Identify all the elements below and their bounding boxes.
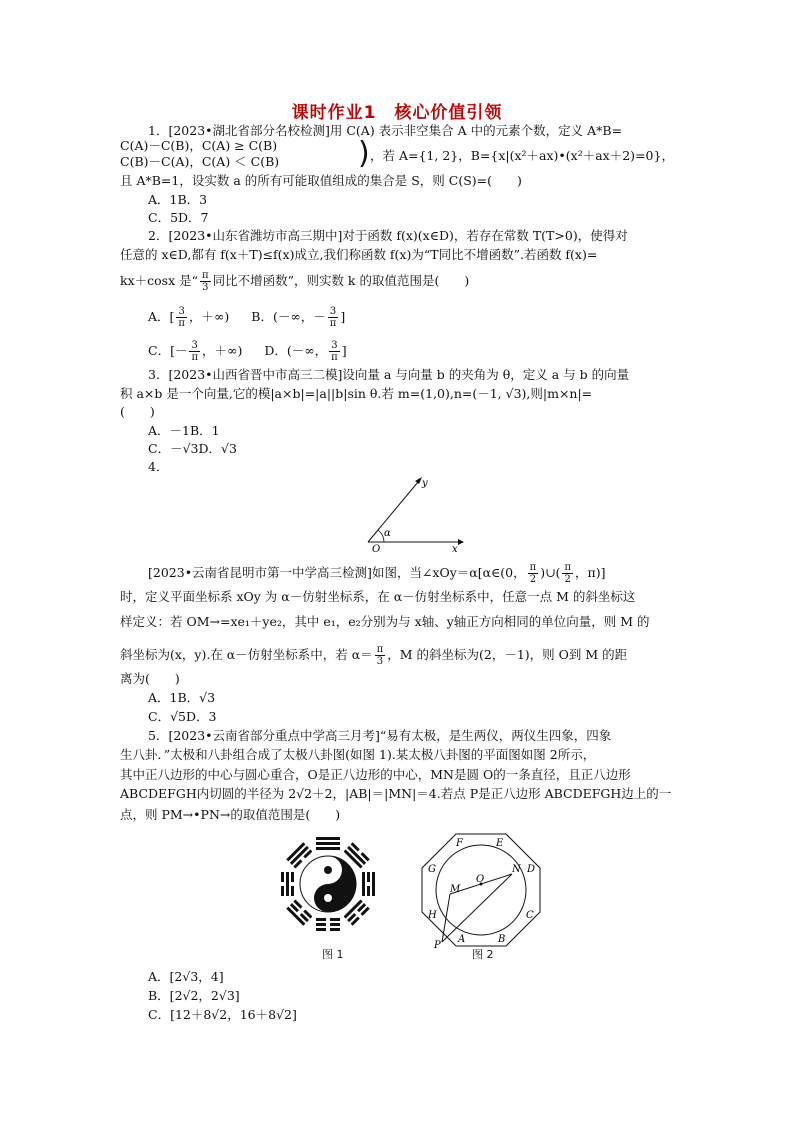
q3-options-cd: C．－√3D．√3 [148, 441, 237, 456]
q2-line3: kx＋cosx 是“ $\frac{\pi}{3}$ 同比不增函数”，则实数 k 的取值范围是( ) [120, 270, 470, 293]
q1-options-cd: C．5D．7 [148, 210, 209, 225]
q5-line2: 生八卦．”太极和八卦组合成了太极八卦图(如图 1).某太极八卦图的平面图如图 2所示， [120, 747, 596, 762]
q3-line3: ( ) [120, 404, 155, 419]
q1-case-1: C(A)－C(B)，C(A) ≥ C(B) [120, 138, 278, 153]
figure-2-caption: 图 2 [472, 948, 494, 961]
q1-line3: 且 A*B=1，设实数 a 的所有可能取值组成的集合是 S，则 C(S)=( ) [120, 173, 522, 188]
q2-line1: 2．[2023•山东省潍坊市高三期中]对于函数 f(x)(x∈D)，若存在常数 T(T>0)，使得对 [148, 228, 628, 243]
q5-option-a: A．[2√3，4] [148, 969, 224, 984]
label-f: F [456, 838, 463, 849]
yin-yang-symbol [300, 856, 356, 912]
q4-line4: 斜坐标为(x，y).在 α－仿射坐标系中，若 α＝ $\frac{\pi}{3}$ ，M 的斜坐标为(2，－1)，则 O到 M 的距 [120, 644, 628, 667]
q1-line1: 1．[2023•湖北省部分名校检测]用 C(A) 表示非空集合 A 中的元素个数，定义 A*B= [148, 123, 623, 138]
q4-line1: [2023•云南省昆明市第一中学高三检测]如图，当∠xOy＝α[α∈(0， $\frac{\pi}{2}$ )∪( $\frac{\pi}{2}$ ，π)] [148, 562, 606, 585]
y-axis-arrow [415, 477, 422, 484]
q2-options-ab: A．[ $\frac{3}{\pi}$ ，＋∞) B．(－∞，－ $\frac{3}{\pi}$ ] [148, 306, 346, 329]
octagon-figure [420, 832, 544, 950]
y-axis [368, 482, 418, 542]
y-label: y [422, 478, 428, 489]
q1-options-ab: A．1B．3 [148, 192, 208, 207]
label-e: E [496, 838, 504, 849]
q5-line4: ABCDEFGH内切圆的半径为 2√2＋2，|AB|＝|MN|＝4.若点 P是正八边形 ABCDEFGH边上的一 [120, 786, 672, 801]
q1-case-2: C(B)－C(A)，C(A) ＜ C(B) [120, 154, 280, 169]
q2-fraction: $\frac{\pi}{3}$ [201, 270, 209, 293]
label-a: A [458, 934, 466, 945]
figure-1-caption: 图 1 [322, 948, 344, 961]
page-title: 课时作业1 核心价值引领 [291, 103, 503, 123]
q4-figure [360, 472, 470, 554]
alpha-label: α [384, 528, 391, 539]
taiji-bagua-figure [278, 834, 378, 934]
label-c: C [526, 910, 534, 921]
q3-line1: 3．[2023•山西省晋中市高三二模]设向量 a 与向量 b 的夹角为 θ，定义 a 与 b 的向量 [148, 367, 630, 382]
q4-options-ab: A．1B．√3 [148, 690, 216, 705]
q5-line3: 其中正八边形的中心与圆心重合，O是正八边形的中心，MN是圆 O的一条直径，且正八边形 [120, 767, 631, 782]
q4-options-cd: C．√5D．3 [148, 709, 217, 724]
q4-line2: 时，定义平面坐标系 xOy 为 α－仿射坐标系，在 α－仿射坐标系中，任意一点 M 的斜坐标这 [120, 589, 636, 604]
q1-right-brace: ) [358, 136, 370, 171]
q5-line5: 点，则 PM→•PN→的取值范围是( ) [120, 807, 341, 822]
label-m: M [450, 884, 461, 895]
q5-option-c: C．[12＋8√2，16＋8√2] [148, 1007, 297, 1022]
label-o: O [476, 874, 485, 885]
label-h: H [428, 910, 437, 921]
q2-options-cd: C．[－ $\frac{3}{\pi}$ ，＋∞) D．(－∞， $\frac{3}{\pi}$ ] [148, 340, 347, 363]
label-p: P [434, 940, 441, 950]
regular-octagon [422, 834, 540, 946]
label-g: G [428, 864, 436, 875]
q1-condition: ，若 A={1, 2}，B={x|(x²＋ax)•(x²＋ax＋2)=0}， [370, 148, 674, 163]
label-n: N [512, 864, 521, 875]
q3-line2: 积 a×b 是一个向量,它的模|a×b|=|a||b|sin θ.若 m=(1,0),n=(－1, √3),则|m×n|= [120, 386, 593, 401]
q1-piecewise [120, 138, 680, 172]
label-d: D [527, 864, 536, 875]
q5-line1: 5．[2023•云南省部分重点中学高三月考]“易有太极，是生两仪，两仪生四象，四象 [148, 728, 612, 743]
origin-label: O [372, 544, 381, 554]
q5-option-b: B．[2√2，2√3] [148, 988, 240, 1003]
q4-line3: 样定义：若 OM→=xe₁＋ye₂，其中 e₁，e₂分别为与 x轴、y轴正方向相同的单位向量，则 M 的 [120, 614, 650, 629]
q4-line5: 离为( ) [120, 671, 180, 686]
q2-line2: 任意的 x∈D,都有 f(x＋T)≤f(x)成立,我们称函数 f(x)为“T同比不增函数”.若函数 f(x)= [120, 247, 598, 262]
x-axis-arrow [458, 539, 464, 545]
q3-options-ab: A．－1B．1 [148, 423, 220, 438]
q4-number: 4． [148, 459, 169, 474]
label-b: B [498, 934, 506, 945]
x-label: x [452, 544, 458, 554]
